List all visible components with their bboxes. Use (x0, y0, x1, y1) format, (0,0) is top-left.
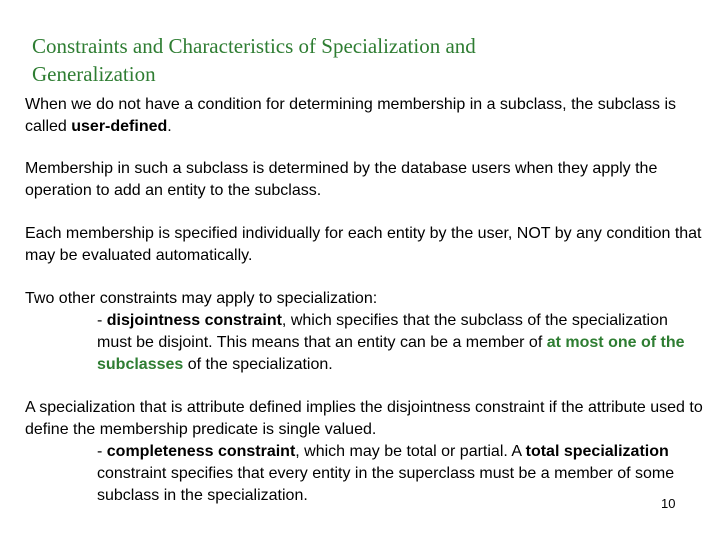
paragraph-individual-membership (25, 223, 705, 267)
slide-title-line-1: Constraints and Characteristics of Specialization and (32, 34, 476, 58)
paragraph-intro: A specialization that is attribute defined implies the disjointness constraint if the attribute used to define the membership predicate is single valued. (25, 399, 703, 438)
item-text: , which specifies that the subclass of the specialization must be disjoint. This means that an entity can be a member of (97, 312, 668, 351)
disjointness-item (25, 310, 705, 376)
paragraph-text: When we do not have a condition for determining membership in a subclass, the subclass is called (25, 96, 677, 135)
slide-title (32, 32, 692, 88)
completeness-item (25, 441, 705, 507)
paragraph-intro: Two other constraints may apply to specialization: (25, 290, 378, 307)
paragraph-attribute-defined (25, 397, 705, 507)
term-disjointness-constraint: disjointness constraint (106, 312, 282, 329)
paragraph-text: Membership in such a subclass is determined by the database users when they apply the operation to add an entity to the subclass. (25, 160, 658, 199)
bullet-dash: - (97, 443, 107, 460)
item-text: of the specialization. (183, 356, 333, 373)
paragraph-text: . (167, 118, 172, 135)
bullet-dash: - (97, 312, 107, 329)
highlight-at-most-one: at most one of the subclasses (97, 334, 685, 373)
item-text: , which may be total or partial. A (295, 443, 526, 460)
term-user-defined: user-defined (71, 118, 168, 135)
slide-title-line-2: Generalization (32, 62, 156, 86)
paragraph-text: Each membership is specified individually for each entity by the user, NOT by any condition that may be evaluated automatically. (25, 225, 702, 264)
paragraph-other-constraints (25, 288, 705, 376)
term-completeness-constraint: completeness constraint (106, 443, 296, 460)
page-number: 10 (661, 496, 676, 511)
term-total-specialization: total specialization (525, 443, 669, 460)
item-text: constraint specifies that every entity in the superclass must be a member of some subclass in the specialization. (97, 465, 675, 504)
paragraph-user-defined (25, 94, 705, 138)
paragraph-membership (25, 158, 705, 202)
